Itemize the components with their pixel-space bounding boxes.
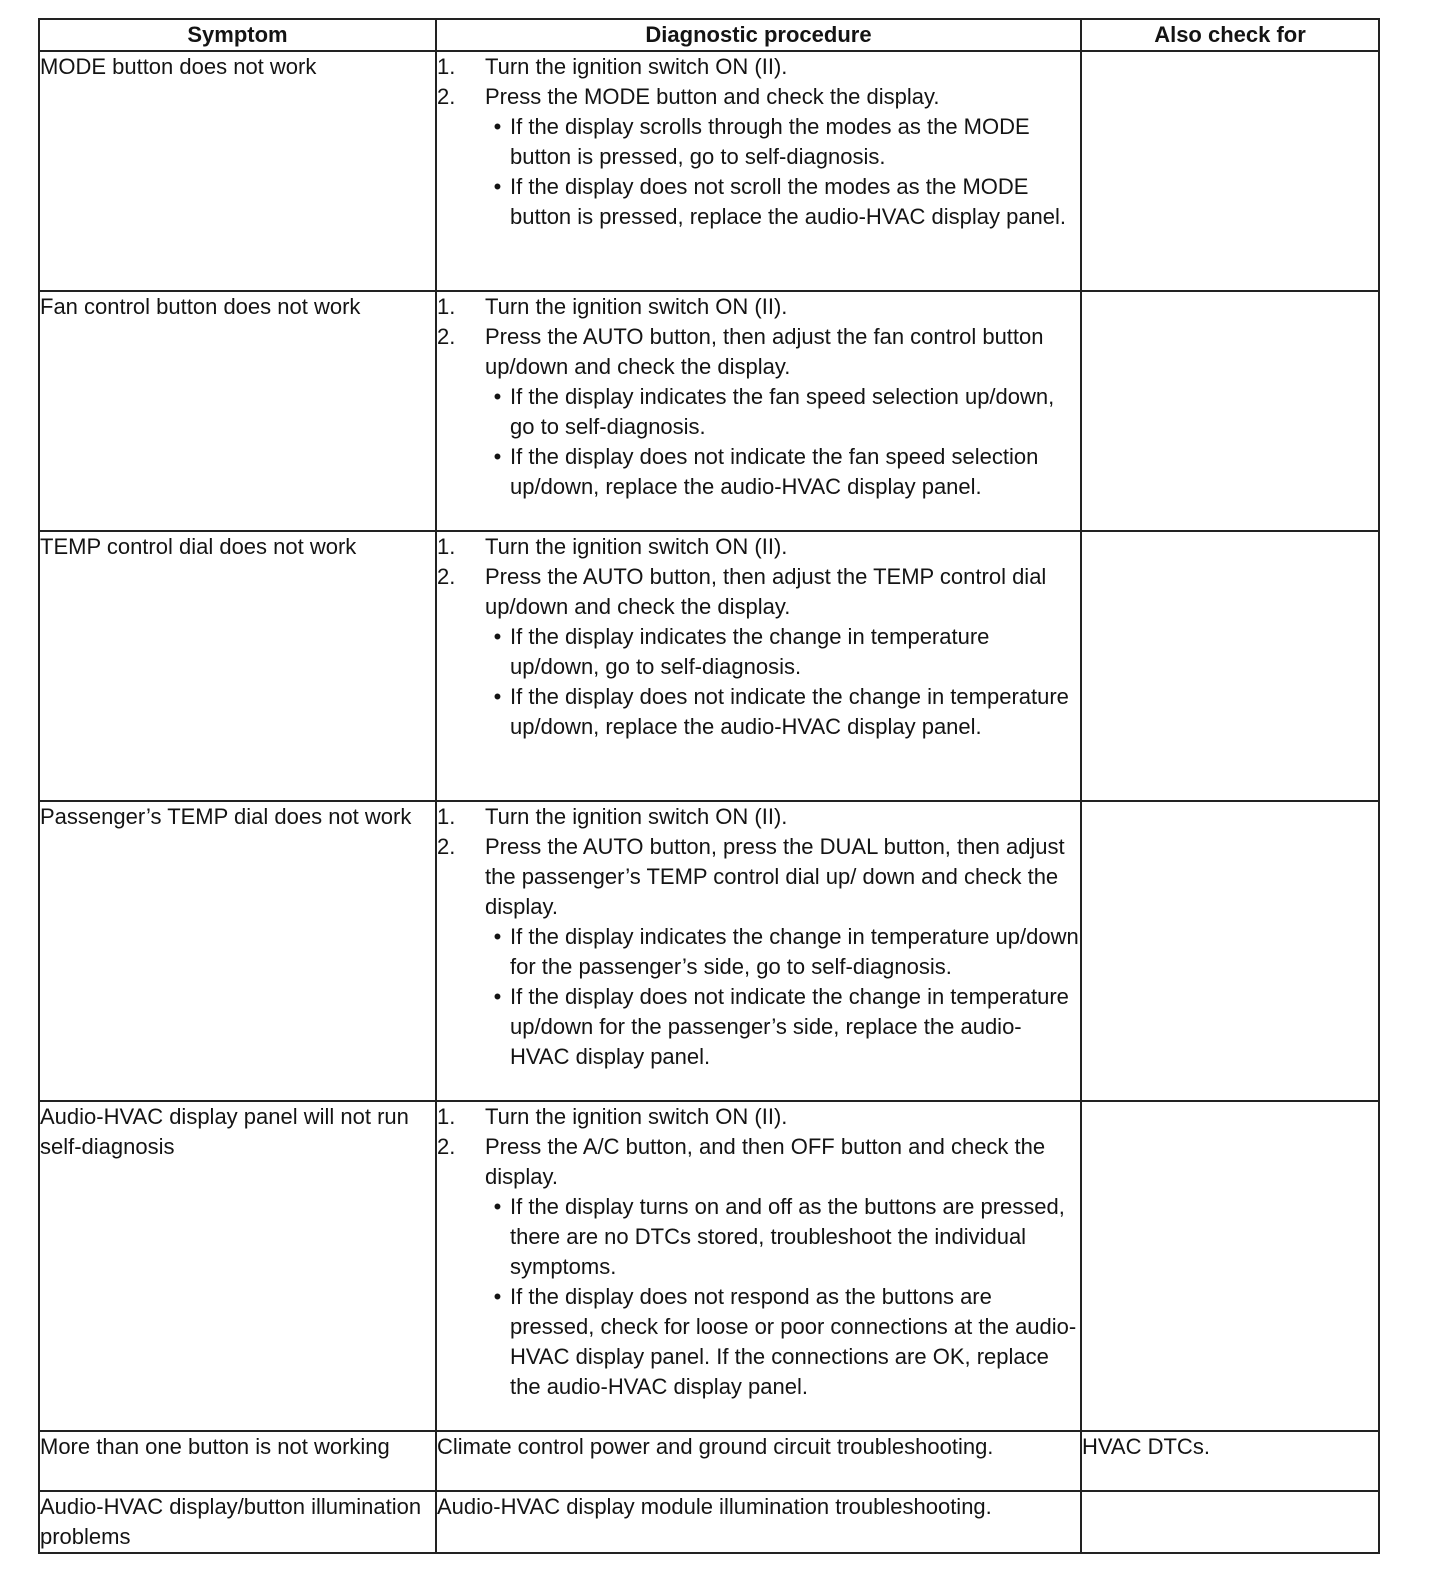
procedure-cell — [436, 531, 1081, 801]
procedure-bullet — [437, 382, 1080, 442]
step-number: 2. — [437, 564, 456, 589]
step-number: 1. — [437, 1104, 456, 1129]
also-check-cell — [1081, 51, 1379, 291]
procedure-cell: Climate control power and ground circuit troubleshooting. — [436, 1431, 1081, 1491]
procedure-step — [437, 532, 1080, 562]
bullet-text: If the display does not indicate the change in temperature up/down for the passenger’s side, replace the audio-HVAC display panel. — [510, 984, 1069, 1069]
procedure-step — [437, 832, 1080, 922]
table-row — [39, 291, 1379, 531]
procedure-bullet — [437, 922, 1080, 982]
also-check-cell — [1081, 1491, 1379, 1553]
table-row — [39, 531, 1379, 801]
bullet-icon: • — [493, 444, 502, 469]
bullet-icon: • — [493, 684, 502, 709]
procedure-bullet — [437, 682, 1080, 742]
header-also-check-for: Also check for — [1081, 19, 1379, 51]
bullet-icon: • — [493, 174, 502, 199]
step-number: 2. — [437, 324, 456, 349]
also-check-cell — [1081, 801, 1379, 1101]
bullet-icon: • — [493, 924, 502, 949]
bullet-icon: • — [493, 384, 502, 409]
procedure-cell — [436, 1101, 1081, 1431]
procedure-step — [437, 1132, 1080, 1192]
table-row — [39, 1491, 1379, 1553]
step-number: 1. — [437, 534, 456, 559]
table-row — [39, 801, 1379, 1101]
table-row — [39, 51, 1379, 291]
symptom-cell: Passenger’s TEMP dial does not work — [39, 801, 436, 1101]
step-text: Press the A/C button, and then OFF button and check the display. — [485, 1134, 1046, 1189]
bullet-text: If the display does not respond as the buttons are pressed, check for loose or poor connections at the audio-HVAC display panel. If the connections are OK, replace the audio-HVAC display panel. — [510, 1284, 1077, 1399]
procedure-cell — [436, 291, 1081, 531]
also-check-cell: HVAC DTCs. — [1081, 1431, 1379, 1491]
bullet-icon: • — [493, 114, 502, 139]
bullet-icon: • — [493, 1194, 502, 1219]
procedure-step — [437, 52, 1080, 82]
bullet-icon: • — [493, 984, 502, 1009]
bullet-text: If the display does not scroll the modes as the MODE button is pressed, replace the audio-HVAC display panel. — [510, 174, 1067, 229]
step-text: Turn the ignition switch ON (II). — [485, 804, 788, 829]
procedure-step — [437, 802, 1080, 832]
procedure-bullet — [437, 442, 1080, 502]
symptom-cell: MODE button does not work — [39, 51, 436, 291]
header-symptom: Symptom — [39, 19, 436, 51]
procedure-cell — [436, 801, 1081, 1101]
table-row — [39, 1431, 1379, 1491]
also-check-cell — [1081, 291, 1379, 531]
step-text: Turn the ignition switch ON (II). — [485, 54, 788, 79]
step-text: Press the AUTO button, then adjust the TEMP control dial up/down and check the display. — [485, 564, 1047, 619]
step-text: Press the MODE button and check the display. — [485, 84, 940, 109]
bullet-text: If the display indicates the change in temperature up/down for the passenger’s side, go to self-diagnosis. — [510, 924, 1079, 979]
bullet-icon: • — [493, 624, 502, 649]
procedure-step — [437, 82, 1080, 112]
procedure-cell: Audio-HVAC display module illumination troubleshooting. — [436, 1491, 1081, 1553]
also-check-cell — [1081, 1101, 1379, 1431]
step-text: Turn the ignition switch ON (II). — [485, 294, 788, 319]
symptom-cell: TEMP control dial does not work — [39, 531, 436, 801]
step-text: Turn the ignition switch ON (II). — [485, 1104, 788, 1129]
procedure-bullet — [437, 622, 1080, 682]
procedure-step — [437, 562, 1080, 622]
bullet-text: If the display scrolls through the modes as the MODE button is pressed, go to self-diagnosis. — [510, 114, 1030, 169]
step-text: Turn the ignition switch ON (II). — [485, 534, 788, 559]
bullet-text: If the display does not indicate the fan speed selection up/down, replace the audio-HVAC display panel. — [510, 444, 1039, 499]
also-check-cell — [1081, 531, 1379, 801]
step-number: 2. — [437, 834, 456, 859]
bullet-text: If the display does not indicate the change in temperature up/down, replace the audio-HVAC display panel. — [510, 684, 1069, 739]
procedure-step — [437, 322, 1080, 382]
bullet-text: If the display indicates the change in temperature up/down, go to self-diagnosis. — [510, 624, 990, 679]
procedure-step — [437, 1102, 1080, 1132]
table-row — [39, 1101, 1379, 1431]
procedure-bullet — [437, 112, 1080, 172]
step-number: 2. — [437, 84, 456, 109]
step-number: 2. — [437, 1134, 456, 1159]
symptom-cell: Audio-HVAC display/button illumination problems — [39, 1491, 436, 1553]
procedure-bullet — [437, 1192, 1080, 1282]
procedure-bullet — [437, 1282, 1080, 1402]
header-row — [39, 19, 1379, 51]
procedure-step — [437, 292, 1080, 322]
step-number: 1. — [437, 54, 456, 79]
step-text: Press the AUTO button, then adjust the fan control button up/down and check the display. — [485, 324, 1044, 379]
header-diagnostic-procedure: Diagnostic procedure — [436, 19, 1081, 51]
bullet-icon: • — [493, 1284, 502, 1309]
symptom-cell: Audio-HVAC display panel will not run self-diagnosis — [39, 1101, 436, 1431]
diagnostic-table — [38, 18, 1380, 1554]
bullet-text: If the display indicates the fan speed selection up/down, go to self-diagnosis. — [510, 384, 1055, 439]
symptom-cell: More than one button is not working — [39, 1431, 436, 1491]
procedure-bullet — [437, 172, 1080, 232]
step-number: 1. — [437, 804, 456, 829]
bullet-text: If the display turns on and off as the buttons are pressed, there are no DTCs stored, troubleshoot the individual symptoms. — [510, 1194, 1065, 1279]
step-number: 1. — [437, 294, 456, 319]
step-text: Press the AUTO button, press the DUAL button, then adjust the passenger’s TEMP control dial up/ down and check the display. — [485, 834, 1065, 919]
procedure-cell — [436, 51, 1081, 291]
symptom-cell: Fan control button does not work — [39, 291, 436, 531]
procedure-bullet — [437, 982, 1080, 1072]
